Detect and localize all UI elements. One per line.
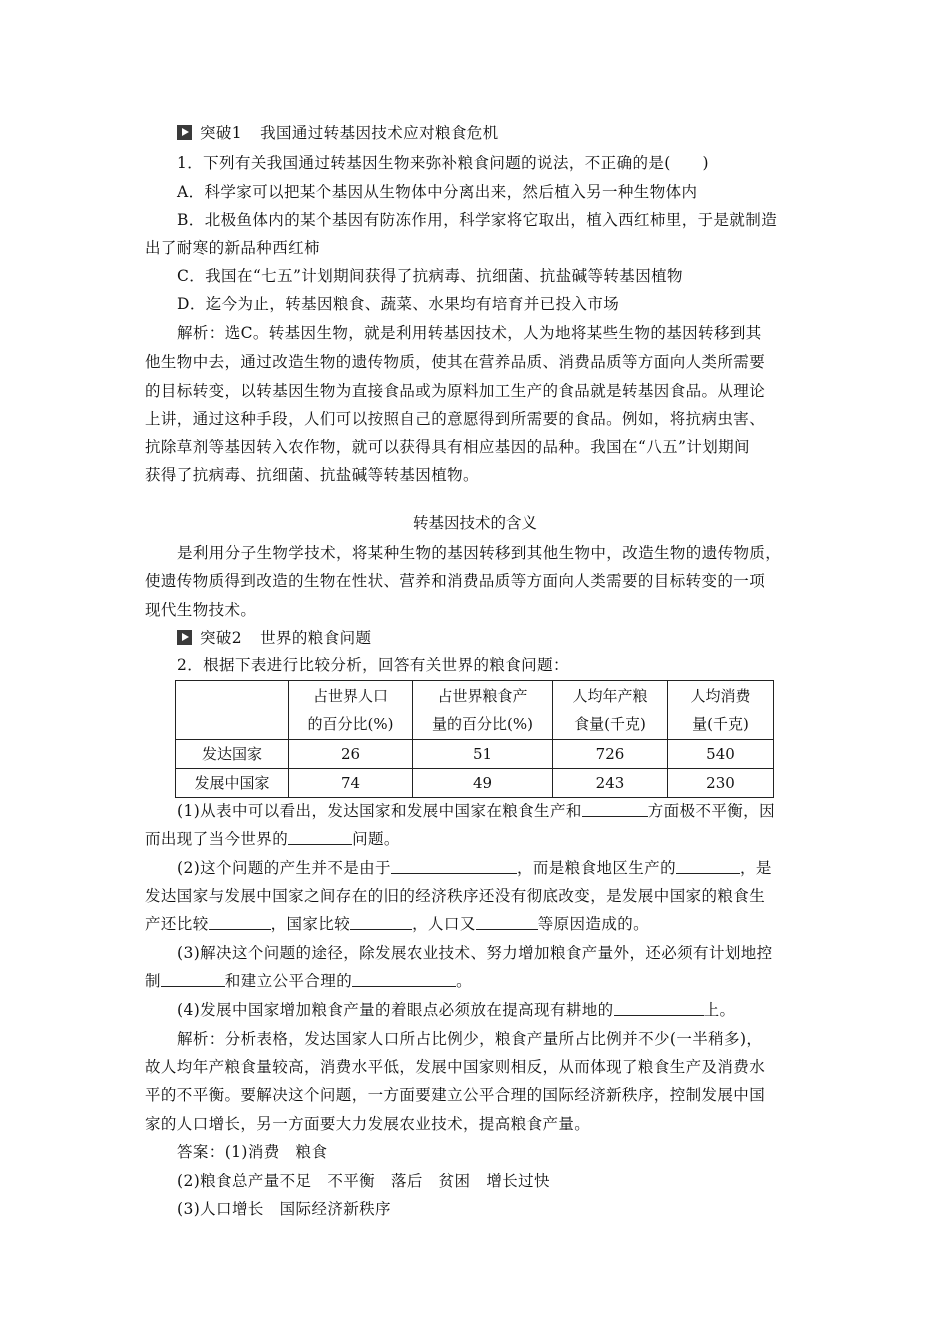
analysis-1-line: 抗除草剂等基因转入农作物，就可以获得具有相应基因的品种。我国在“八五”计划期间 bbox=[145, 438, 750, 456]
note-line: 现代生物技术。 bbox=[145, 601, 257, 619]
analysis-1-line: 获得了抗病毒、抗细菌、抗盐碱等转基因植物。 bbox=[145, 466, 479, 484]
sub-question-1-cont: 而出现了当今世界的 问题。 bbox=[145, 830, 400, 848]
fill-blank[interactable] bbox=[391, 859, 517, 874]
fill-blank[interactable] bbox=[676, 859, 740, 874]
sub-question-3-cont: 制 和建立公平合理的 。 bbox=[145, 972, 473, 990]
sub-question-2-cont: 发达国家与发展中国家之间存在的旧的经济秩序还没有彻底改变，是发展中国家的粮食生 bbox=[145, 887, 766, 905]
sub-question-1: (1)从表中可以看出，发达国家和发展中国家在粮食生产和 方面极不平衡，因 bbox=[177, 802, 775, 820]
table-cell: 243 bbox=[553, 769, 668, 798]
table-row bbox=[176, 769, 774, 798]
answer-line: (3)人口增长 国际经济新秩序 bbox=[177, 1200, 391, 1218]
analysis-1-line: 的目标转变，以转基因生物为直接食品或为原料加工生产的食品就是转基因食品。从理论 bbox=[145, 382, 766, 400]
sub-question-4: (4)发展中国家增加粮食产量的着眼点必须放在提高现有耕地的 上。 bbox=[177, 1001, 736, 1019]
question-1: 1．下列有关我国通过转基因生物来弥补粮食问题的说法，不正确的是( ) bbox=[177, 154, 709, 172]
section1-heading bbox=[177, 123, 499, 143]
fill-blank[interactable] bbox=[350, 915, 412, 930]
fill-blank[interactable] bbox=[476, 915, 538, 930]
analysis-2-line: 家的人口增长，另一方面要大力发展农业技术，提高粮食产量。 bbox=[145, 1115, 591, 1133]
table-cell: 49 bbox=[413, 769, 553, 798]
note-line: 使遗传物质得到改造的生物在性状、营养和消费品质等方面向人类需要的目标转变的一项 bbox=[145, 572, 766, 590]
sub-question-2-cont: 产还比较 ，国家比较 ，人口又 等原因造成的。 bbox=[145, 915, 650, 933]
option-d: D．迄今为止，转基因粮食、蔬菜、水果均有培育并已投入市场 bbox=[177, 295, 620, 313]
question-2: 2．根据下表进行比较分析，回答有关世界的粮食问题： bbox=[177, 656, 569, 674]
note-title: 转基因技术的含义 bbox=[412, 514, 537, 532]
table-cell: 26 bbox=[289, 740, 413, 769]
section2-title: 世界的粮食问题 bbox=[260, 629, 372, 647]
table-header-cell: 人均年产粮 食量(千克) bbox=[553, 681, 668, 740]
table-cell: 230 bbox=[668, 769, 774, 798]
table-cell: 51 bbox=[413, 740, 553, 769]
table-cell: 726 bbox=[553, 740, 668, 769]
table-header-cell: 占世界粮食产 量的百分比(%) bbox=[413, 681, 553, 740]
table-header-row bbox=[176, 681, 774, 740]
row-label: 发达国家 bbox=[176, 740, 289, 769]
analysis-1-line: 上讲，通过这种手段，人们可以按照自己的意愿得到所需要的食品。例如，将抗病虫害、 bbox=[145, 410, 766, 428]
section1-badge: 突破1 bbox=[200, 124, 243, 142]
fill-blank[interactable] bbox=[288, 830, 352, 845]
option-a: A．科学家可以把某个基因从生物体中分离出来，然后植入另一种生物体内 bbox=[177, 183, 698, 201]
analysis-1-line: 他生物中去，通过改造生物的遗传物质，使其在营养品质、消费品质等方面向人类所需要 bbox=[145, 353, 766, 371]
analysis-2-line: 解析：分析表格，发达国家人口所占比例少，粮食产量所占比例并不少(一半稍多)， bbox=[177, 1030, 763, 1048]
analysis-2-line: 平的不平衡。要解决这个问题，一方面要建立公平合理的国际经济新秩序，控制发展中国 bbox=[145, 1086, 766, 1104]
option-b-line-1: B．北极鱼体内的某个基因有防冻作用，科学家将它取出，植入西红柿里，于是就制造 bbox=[177, 211, 778, 229]
option-b-line-2: 出了耐寒的新品种西红柿 bbox=[145, 239, 320, 257]
section2-heading bbox=[177, 628, 371, 648]
note-line: 是利用分子生物学技术，将某种生物的基因转移到其他生物中，改造生物的遗传物质， bbox=[177, 544, 782, 562]
analysis-1-line: 解析：选C。转基因生物，就是利用转基因技术，人为地将某些生物的基因转移到其 bbox=[177, 324, 762, 342]
section1-title: 我国通过转基因技术应对粮食危机 bbox=[260, 124, 499, 142]
section2-badge: 突破2 bbox=[200, 629, 243, 647]
answer-line: 答案：(1)消费 粮食 bbox=[177, 1143, 328, 1161]
sub-question-3: (3)解决这个问题的途径，除发展农业技术、努力增加粮食产量外，还必须有计划地控 bbox=[177, 944, 773, 962]
table-cell: 74 bbox=[289, 769, 413, 798]
play-triangle-icon bbox=[177, 630, 192, 645]
option-c: C．我国在“七五”计划期间获得了抗病毒、抗细菌、抗盐碱等转基因植物 bbox=[177, 267, 683, 285]
fill-blank[interactable] bbox=[582, 802, 648, 817]
grain-comparison-table bbox=[175, 680, 774, 798]
fill-blank[interactable] bbox=[209, 915, 271, 930]
table-row bbox=[176, 740, 774, 769]
table-cell: 540 bbox=[668, 740, 774, 769]
fill-blank[interactable] bbox=[614, 1001, 704, 1016]
fill-blank[interactable] bbox=[352, 972, 456, 987]
fill-blank[interactable] bbox=[161, 972, 225, 987]
sub-question-2: (2)这个问题的产生并不是由于 ，而是粮食地区生产的 ，是 bbox=[177, 859, 772, 877]
analysis-2-line: 故人均年产粮食量较高，消费水平低，发展中国家则相反，从而体现了粮食生产及消费水 bbox=[145, 1058, 766, 1076]
answer-line: (2)粮食总产量不足 不平衡 落后 贫困 增长过快 bbox=[177, 1172, 550, 1190]
table-corner-cell bbox=[176, 681, 289, 740]
row-label: 发展中国家 bbox=[176, 769, 289, 798]
play-triangle-icon bbox=[177, 125, 192, 140]
table-header-cell: 占世界人口 的百分比(%) bbox=[289, 681, 413, 740]
table-header-cell: 人均消费 量(千克) bbox=[668, 681, 774, 740]
